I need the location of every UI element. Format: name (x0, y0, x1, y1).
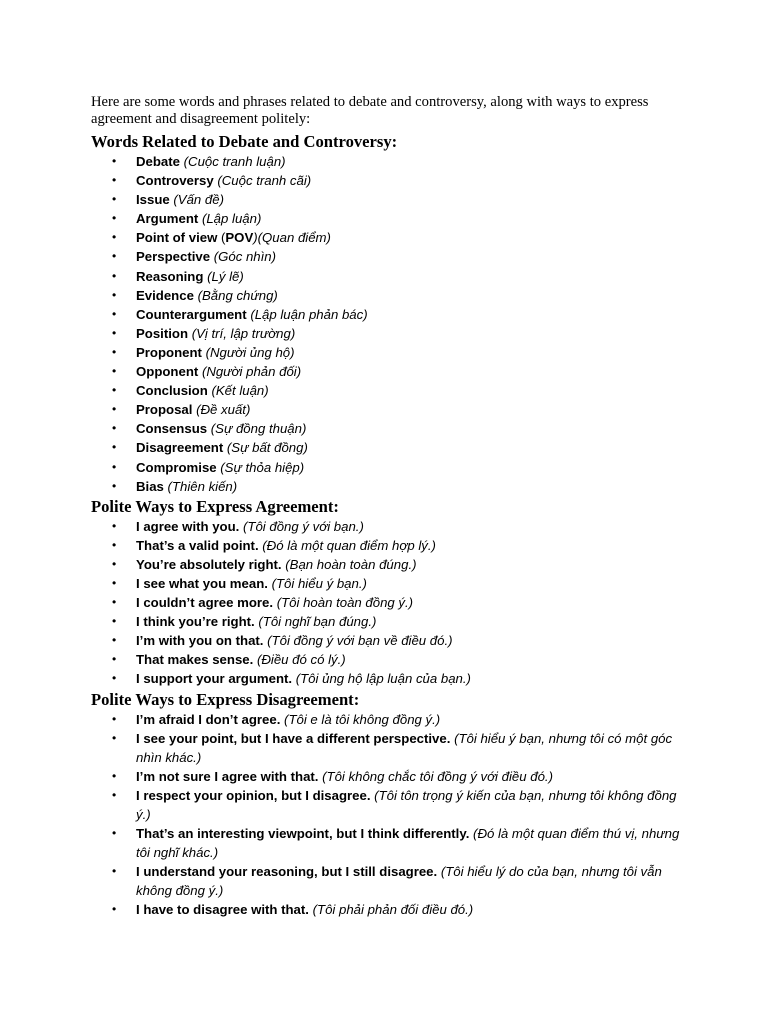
item-term: Argument (136, 211, 199, 227)
list-item (91, 593, 681, 612)
item-translation: (Đó là một quan điểm hợp lý.) (262, 537, 436, 553)
item-term: That’s an interesting viewpoint, but I think differently. (136, 826, 470, 842)
list-item (91, 343, 681, 362)
bullet-icon: • (112, 826, 117, 841)
item-term: I couldn’t agree more. (136, 595, 274, 611)
bullet-icon: • (112, 595, 117, 610)
bullet-icon: • (112, 614, 117, 629)
bullet-icon: • (112, 306, 117, 321)
list-item (91, 710, 681, 729)
item-translation: )(Quan điểm) (253, 230, 331, 246)
list-item (91, 669, 681, 688)
item-term: Bias (136, 478, 164, 494)
list-item (91, 786, 681, 824)
item-translation: (Sự thỏa hiệp) (220, 459, 305, 475)
item-translation: (Kết luận) (211, 383, 269, 399)
item-translation: (Tôi hiểu lý do của bạn, nhưng tôi vẫn không đồng ý.) (136, 864, 662, 899)
bullet-icon: • (112, 902, 117, 917)
list-item (91, 517, 681, 536)
bullet-icon: • (112, 402, 117, 417)
list-item (91, 477, 681, 496)
list-item (91, 729, 681, 767)
bullet-icon: • (112, 730, 117, 745)
item-translation: (Điều đó có lý.) (256, 652, 346, 668)
list-item (91, 824, 681, 862)
item-translation: (Góc nhìn) (213, 249, 277, 265)
bullet-icon: • (112, 421, 117, 436)
item-term: Controversy (136, 173, 214, 189)
item-translation: (Tôi hoàn toàn đồng ý.) (276, 595, 414, 611)
item-term: You’re absolutely right. (136, 556, 282, 572)
list-item (91, 171, 681, 190)
bullet-icon: • (112, 652, 117, 667)
term-list (91, 152, 681, 496)
list-item (91, 247, 681, 266)
item-term: Counterargument (136, 306, 247, 322)
bullet-icon: • (112, 287, 117, 302)
item-term: I see what you mean. (136, 575, 268, 591)
item-term: I have to disagree with that. (136, 902, 309, 918)
item-translation: (Lập luận) (201, 211, 262, 227)
item-term: Position (136, 325, 189, 341)
bullet-icon: • (112, 633, 117, 648)
bullet-icon: • (112, 344, 117, 359)
item-abbreviation: POV (225, 230, 254, 246)
item-term: Compromise (136, 459, 217, 475)
bullet-icon: • (112, 440, 117, 455)
item-translation: (Tôi hiểu ý bạn, nhưng tôi có một góc nhìn khác.) (136, 730, 673, 765)
item-term: Perspective (136, 249, 211, 265)
list-item (91, 228, 681, 247)
item-term: I understand your reasoning, but I still disagree. (136, 864, 438, 880)
item-translation: (Tôi không chắc tôi đồng ý với điều đó.) (322, 768, 553, 784)
section-debate-words (91, 131, 681, 496)
section-heading: Polite Ways to Express Agreement: (91, 496, 339, 516)
bullet-icon: • (112, 211, 117, 226)
list-item (91, 438, 681, 457)
bullet-icon: • (112, 230, 117, 245)
item-translation: (Bạn hoàn toàn đúng.) (285, 556, 417, 572)
item-term: I’m not sure I agree with that. (136, 768, 319, 784)
item-term: I think you’re right. (136, 614, 255, 630)
list-item (91, 612, 681, 631)
item-term: Consensus (136, 421, 208, 437)
item-term: I’m with you on that. (136, 633, 264, 649)
item-term: I support your argument. (136, 671, 293, 687)
item-translation: (Đề xuất) (196, 402, 251, 418)
bullet-icon: • (112, 154, 117, 168)
item-term: I respect your opinion, but I disagree. (136, 787, 371, 803)
intro-paragraph: Here are some words and phrases related to debate and controversy, along with ways to express agreement and disagreement politely: (91, 94, 649, 127)
bullet-icon: • (112, 268, 117, 283)
list-item (91, 209, 681, 228)
list-item (91, 267, 681, 286)
item-term: Issue (136, 192, 170, 208)
phrase-list (91, 517, 681, 689)
item-term: Debate (136, 154, 180, 169)
phrase-list (91, 710, 681, 920)
list-item (91, 381, 681, 400)
item-translation: (Tôi ủng hộ lập luận của bạn.) (295, 671, 471, 687)
item-term: Reasoning (136, 268, 204, 284)
bullet-icon: • (112, 478, 117, 493)
item-translation: (Tôi hiểu ý bạn.) (271, 575, 367, 591)
item-translation: (Cuộc tranh luận) (183, 154, 286, 169)
item-term: Point of view (136, 230, 218, 246)
item-translation: (Tôi nghĩ bạn đúng.) (258, 614, 377, 630)
item-translation: (Tôi phải phản đối điều đó.) (312, 902, 474, 918)
item-translation: (Tôi tôn trọng ý kiến của bạn, nhưng tôi không đồng ý.) (136, 787, 677, 822)
list-item (91, 400, 681, 419)
item-translation: (Người ủng hộ) (205, 344, 295, 360)
bullet-icon: • (112, 575, 117, 590)
bullet-icon: • (112, 556, 117, 571)
bullet-icon: • (112, 173, 117, 188)
bullet-icon: • (112, 192, 117, 207)
bullet-icon: • (112, 671, 117, 686)
list-item (91, 152, 681, 171)
bullet-icon: • (112, 864, 117, 879)
item-translation: (Đó là một quan điểm thú vị, nhưng tôi nghĩ khác.) (136, 826, 680, 861)
item-term: Proposal (136, 402, 193, 418)
list-item (91, 862, 681, 900)
list-item (91, 324, 681, 343)
item-translation: (Bằng chứng) (197, 287, 278, 303)
list-item (91, 555, 681, 574)
item-translation: (Sự bất đồng) (226, 440, 308, 456)
item-translation: (Tôi e là tôi không đồng ý.) (284, 711, 441, 727)
section-heading: Polite Ways to Express Disagreement: (91, 689, 360, 709)
item-punctuation: ( (217, 230, 226, 246)
item-translation: (Thiên kiến) (167, 478, 238, 494)
item-term: I’m afraid I don’t agree. (136, 711, 281, 727)
list-item (91, 900, 681, 919)
bullet-icon: • (112, 787, 117, 802)
bullet-icon: • (112, 711, 117, 726)
item-term: Evidence (136, 287, 194, 303)
item-translation: (Sự đồng thuận) (210, 421, 307, 437)
section-disagreement-phrases (91, 689, 681, 920)
bullet-icon: • (112, 249, 117, 264)
bullet-icon: • (112, 518, 117, 533)
bullet-icon: • (112, 364, 117, 379)
list-item (91, 767, 681, 786)
section-agreement-phrases (91, 496, 681, 689)
item-term: Proponent (136, 344, 202, 360)
bullet-icon: • (112, 537, 117, 552)
bullet-icon: • (112, 325, 117, 340)
list-item (91, 362, 681, 381)
item-term: That’s a valid point. (136, 537, 259, 553)
item-translation: (Lập luận phản bác) (250, 306, 368, 322)
list-item (91, 305, 681, 324)
item-translation: (Vấn đề) (173, 192, 224, 208)
list-item (91, 631, 681, 650)
item-translation: (Vị trí, lập trường) (191, 325, 296, 341)
bullet-icon: • (112, 459, 117, 474)
document-page (91, 94, 681, 920)
item-translation: (Tôi đồng ý với bạn.) (243, 518, 364, 534)
item-term: Disagreement (136, 440, 224, 456)
list-item (91, 190, 681, 209)
bullet-icon: • (112, 768, 117, 783)
list-item (91, 458, 681, 477)
list-item (91, 574, 681, 593)
list-item (91, 419, 681, 438)
item-term: Conclusion (136, 383, 208, 399)
list-item (91, 286, 681, 305)
bullet-icon: • (112, 383, 117, 398)
section-heading: Words Related to Debate and Controversy: (91, 132, 398, 151)
item-translation: (Cuộc tranh cãi) (217, 173, 312, 189)
item-term: That makes sense. (136, 652, 254, 668)
item-translation: (Lý lẽ) (207, 268, 244, 284)
item-term: Opponent (136, 364, 199, 380)
item-term: I see your point, but I have a different perspective. (136, 730, 451, 746)
item-translation: (Tôi đồng ý với bạn về điều đó.) (267, 633, 453, 649)
list-item (91, 650, 681, 669)
item-translation: (Người phản đối) (201, 364, 302, 380)
item-term: I agree with you. (136, 518, 240, 534)
list-item (91, 536, 681, 555)
